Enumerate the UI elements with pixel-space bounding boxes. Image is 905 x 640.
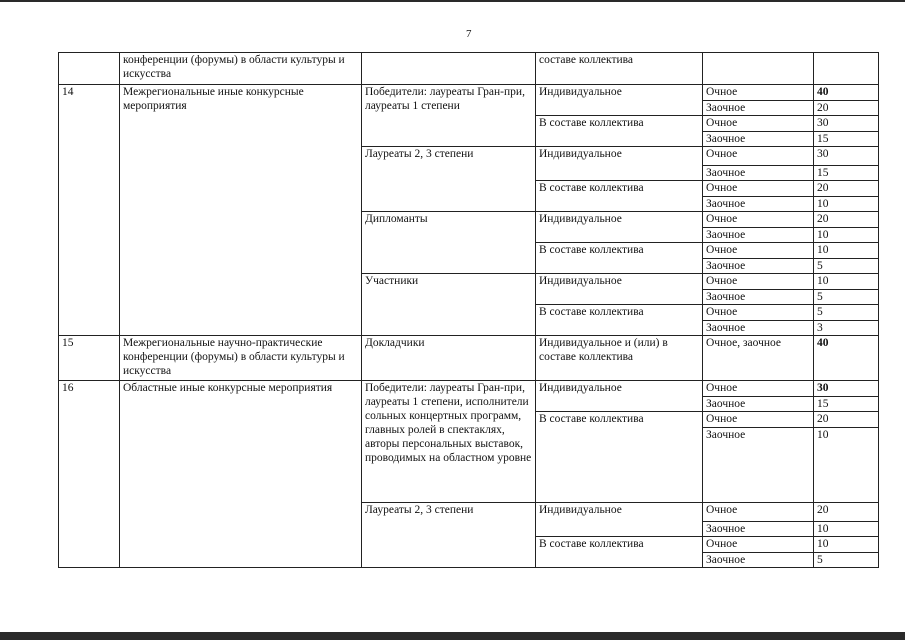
table-row [59,53,879,85]
table-row [59,381,879,397]
points-cell [814,53,879,85]
mode-cell: Очное [703,274,814,290]
row-number-cell: 14 [59,85,120,336]
mode-cell: Очное [703,116,814,132]
mode-cell: Заочное [703,197,814,212]
points-cell: 5 [814,305,879,321]
mode-cell: Заочное [703,228,814,243]
participation-form-cell: Индивидуальное [536,503,703,537]
mode-cell: Заочное [703,397,814,412]
participation-form-cell: Индивидуальное [536,212,703,243]
points-cell: 40 [814,336,879,381]
mode-cell: Заочное [703,290,814,305]
participation-form-cell: В составе коллектива [536,537,703,568]
points-cell: 10 [814,243,879,259]
status-cell: Победители: лауреаты Гран-при, лауреаты 1 степени [362,85,536,147]
points-cell: 15 [814,166,879,181]
status-cell: Участники [362,274,536,336]
row-number-cell: 16 [59,381,120,568]
participation-form-cell: Индивидуальное и (или) в составе коллектива [536,336,703,381]
participation-form-cell: В составе коллектива [536,305,703,336]
status-cell: Докладчики [362,336,536,381]
points-cell: 3 [814,321,879,336]
points-cell: 20 [814,503,879,522]
points-cell: 10 [814,537,879,553]
participation-form-cell: В составе коллектива [536,243,703,274]
scan-top-edge [0,0,905,2]
mode-cell: Очное [703,85,814,101]
participation-form-cell: Индивидуальное [536,274,703,305]
points-cell: 15 [814,132,879,147]
mode-cell: Заочное [703,321,814,336]
mode-cell: Очное [703,412,814,428]
participation-form-cell: Индивидуальное [536,85,703,116]
status-cell: Лауреаты 2, 3 степени [362,147,536,212]
mode-cell: Очное [703,147,814,166]
participation-form-cell: В составе коллектива [536,116,703,147]
participation-form-cell: В составе коллектива [536,412,703,503]
points-cell: 15 [814,397,879,412]
mode-cell: Очное [703,381,814,397]
points-cell: 5 [814,290,879,305]
status-cell: Победители: лауреаты Гран-при, лауреаты 1 степени, исполнители сольных концертных программ, главных ролей в спектаклях, авторы персональных выставок, проводимых на областном уровне [362,381,536,503]
event-name-cell: Межрегиональные иные конкурсные мероприятия [120,85,362,336]
participation-form-cell: Индивидуальное [536,147,703,181]
mode-cell: Очное [703,212,814,228]
mode-cell: Очное [703,537,814,553]
event-name-cell: конференции (форумы) в области культуры и искусства [120,53,362,85]
points-cell: 20 [814,212,879,228]
event-name-cell: Областные иные конкурсные мероприятия [120,381,362,568]
mode-cell: Заочное [703,166,814,181]
participation-form-cell: составе коллектива [536,53,703,85]
points-cell: 10 [814,274,879,290]
mode-cell: Заочное [703,259,814,274]
points-cell: 5 [814,259,879,274]
mode-cell: Заочное [703,428,814,503]
points-cell: 30 [814,116,879,132]
mode-cell [703,53,814,85]
row-number-cell [59,53,120,85]
table-row [59,336,879,381]
status-cell: Дипломанты [362,212,536,274]
points-cell: 10 [814,228,879,243]
mode-cell: Очное, заочное [703,336,814,381]
mode-cell: Очное [703,305,814,321]
points-cell: 20 [814,181,879,197]
mode-cell: Заочное [703,553,814,568]
row-number-cell: 15 [59,336,120,381]
mode-cell: Заочное [703,101,814,116]
points-cell: 20 [814,101,879,116]
points-cell: 20 [814,412,879,428]
mode-cell: Очное [703,181,814,197]
points-cell: 40 [814,85,879,101]
table-row [59,85,879,101]
participation-form-cell: В составе коллектива [536,181,703,212]
points-cell: 30 [814,381,879,397]
status-cell [362,53,536,85]
status-cell: Лауреаты 2, 3 степени [362,503,536,568]
mode-cell: Заочное [703,132,814,147]
mode-cell: Заочное [703,522,814,537]
page-number: 7 [466,28,472,40]
event-name-cell: Межрегиональные научно-практические конференции (форумы) в области культуры и искусства [120,336,362,381]
scan-bottom-edge [0,632,905,640]
criteria-table [58,52,879,568]
points-cell: 5 [814,553,879,568]
points-cell: 10 [814,522,879,537]
points-cell: 10 [814,428,879,503]
points-cell: 30 [814,147,879,166]
mode-cell: Очное [703,503,814,522]
mode-cell: Очное [703,243,814,259]
points-cell: 10 [814,197,879,212]
participation-form-cell: Индивидуальное [536,381,703,412]
